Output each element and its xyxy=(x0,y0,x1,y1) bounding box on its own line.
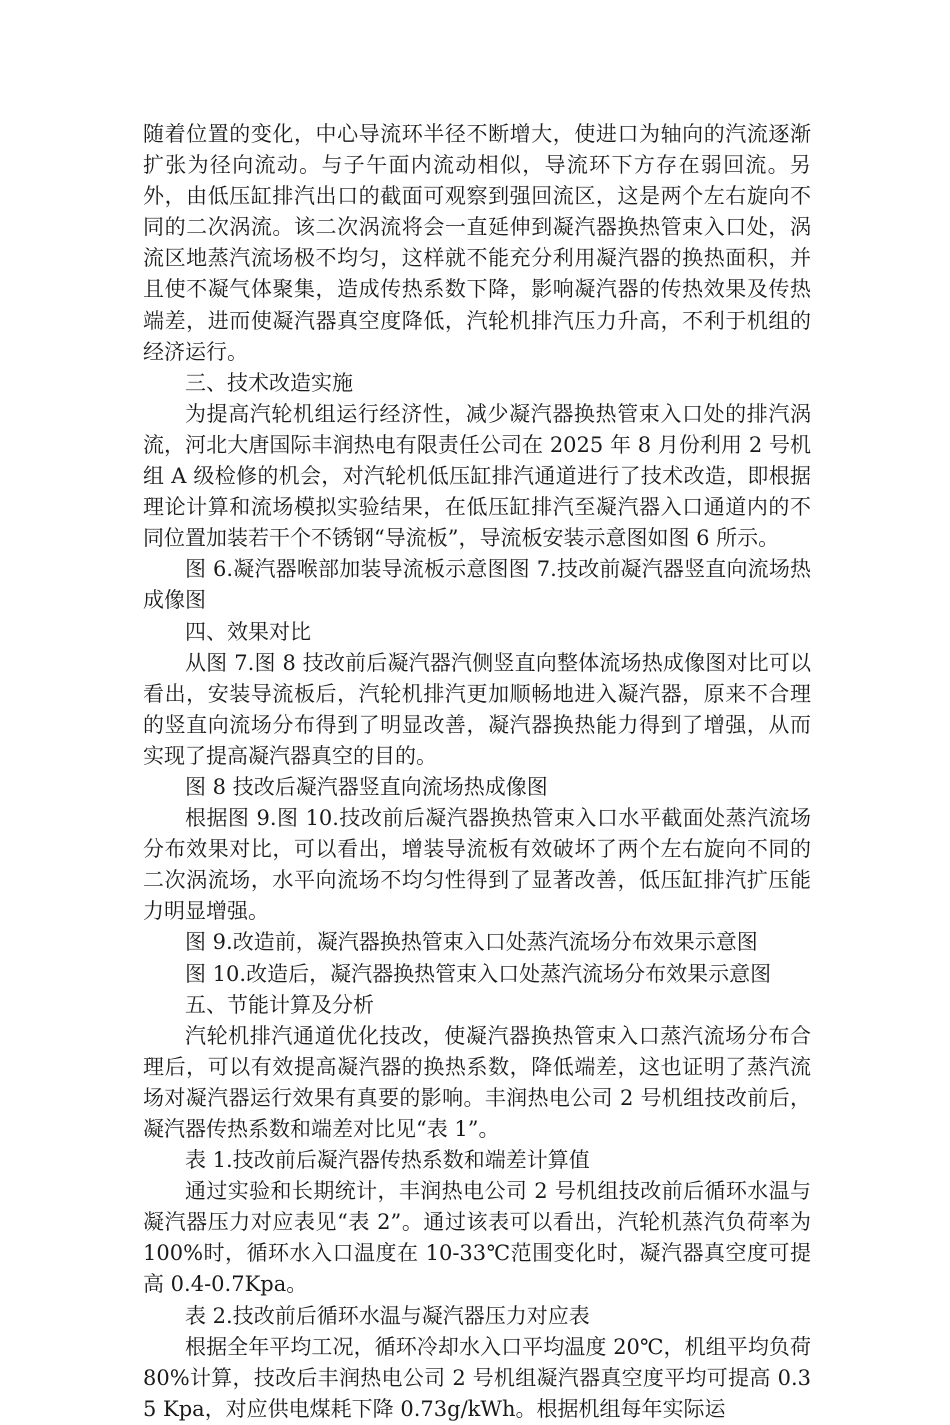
section-heading-technical-renovation: 三、技术改造实施 xyxy=(185,370,353,395)
document-body xyxy=(143,119,811,1425)
body-paragraph: 通过实验和长期统计，丰润热电公司 2 号机组技改前后循环水温与凝汽器压力对应表见“表 2”。通过该表可以看出，汽轮机蒸汽负荷率为 100%时，循环水入口温度在 10-33℃范围变化时，凝汽器真空度可提高 0.4-0.7Kpa。 xyxy=(143,1179,811,1297)
body-paragraph: 从图 7.图 8 技改前后凝汽器汽侧竖直向整体流场热成像图对比可以看出，安装导流板后，汽轮机排汽更加顺畅地进入凝汽器，原来不合理的竖直向流场分布得到了明显改善，凝汽器换热能力得到了增强，从而实现了提高凝汽器真空的目的。 xyxy=(143,650,811,768)
body-paragraph: 汽轮机排汽通道优化技改，使凝汽器换热管束入口蒸汽流场分布合理后，可以有效提高凝汽器的换热系数，降低端差，这也证明了蒸汽流场对凝汽器运行效果有真要的影响。丰润热电公司 2 号机组技改前后，凝汽器传热系数和端差对比见“表 1”。 xyxy=(143,1023,811,1141)
table-caption: 表 2.技改前后循环水温与凝汽器压力对应表 xyxy=(185,1303,590,1328)
section-heading-energy-analysis: 五、节能计算及分析 xyxy=(185,992,374,1017)
body-paragraph: 根据图 9.图 10.技改前后凝汽器换热管束入口水平截面处蒸汽流场分布效果对比，可以看出，增装导流板有效破坏了两个左右旋向不同的二次涡流场，水平向流场不均匀性得到了显著改善，低压缸排汽扩压能力明显增强。 xyxy=(143,806,811,924)
figure-caption: 图 6.凝汽器喉部加装导流板示意图图 7.技改前凝汽器竖直向流场热成像图 xyxy=(143,557,811,613)
body-paragraph: 根据全年平均工况，循环冷却水入口平均温度 20℃，机组平均负荷 80%计算，技改后丰润热电公司 2 号机组凝汽器真空度平均可提高 0.35 Kpa，对应供电煤耗下降 0.73g/kWh。根据机组每年实际运 xyxy=(143,1334,811,1421)
table-caption: 表 1.技改前后凝汽器传热系数和端差计算值 xyxy=(185,1148,590,1173)
section-heading-effect-comparison: 四、效果对比 xyxy=(185,619,311,644)
figure-caption: 图 10.改造后，凝汽器换热管束入口处蒸汽流场分布效果示意图 xyxy=(185,961,772,986)
body-paragraph-continuation: 随着位置的变化，中心导流环半径不断增大，使进口为轴向的汽流逐渐扩张为径向流动。与子午面内流动相似，导流环下方存在弱回流。另外，由低压缸排汽出口的截面可观察到强回流区，这是两个左右旋向不同的二次涡流。该二次涡流将会一直延伸到凝汽器换热管束入口处，涡流区地蒸汽流场极不均匀，这样就不能充分利用凝汽器的换热面积，并且使不凝气体聚集，造成传热系数下降，影响凝汽器的传热效果及传热端差，进而使凝汽器真空度降低，汽轮机排汽压力升高，不利于机组的经济运行。 xyxy=(143,122,811,364)
figure-caption: 图 8 技改后凝汽器竖直向流场热成像图 xyxy=(185,774,548,799)
body-paragraph: 为提高汽轮机组运行经济性，减少凝汽器换热管束入口处的排汽涡流，河北大唐国际丰润热电有限责任公司在 2025 年 8 月份利用 2 号机组 A 级检修的机会，对汽轮机低压缸排汽通道进行了技术改造，即根据理论计算和流场模拟实验结果，在低压缸排汽至凝汽器入口通道内的不同位置加装若干个不锈钢“导流板”，导流板安装示意图如图 6 所示。 xyxy=(143,401,811,551)
figure-caption: 图 9.改造前，凝汽器换热管束入口处蒸汽流场分布效果示意图 xyxy=(185,930,758,955)
